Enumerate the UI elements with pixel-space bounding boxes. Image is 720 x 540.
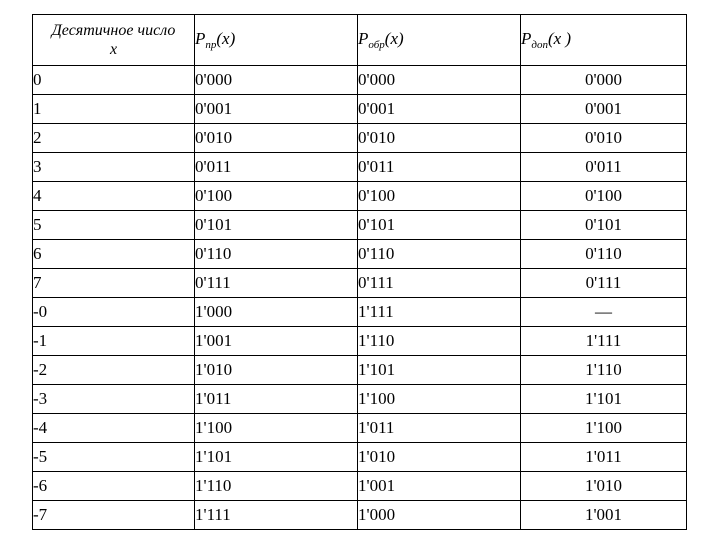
cell-direct-code: 1'001 <box>195 327 358 356</box>
table-row <box>33 356 687 385</box>
cell-complement-code: 0'001 <box>521 95 687 124</box>
cell-decimal: -6 <box>33 472 195 501</box>
cell-complement-code: — <box>521 298 687 327</box>
table-body <box>33 66 687 530</box>
cell-reverse-code: 1'001 <box>358 472 521 501</box>
cell-complement-code: 1'010 <box>521 472 687 501</box>
table-row <box>33 124 687 153</box>
cell-direct-code: 1'111 <box>195 501 358 530</box>
table-header-row <box>33 15 687 66</box>
cell-decimal: -4 <box>33 414 195 443</box>
cell-decimal: 4 <box>33 182 195 211</box>
cell-reverse-code: 0'110 <box>358 240 521 269</box>
table-row <box>33 443 687 472</box>
cell-complement-code: 0'100 <box>521 182 687 211</box>
header-decimal-number <box>33 15 195 66</box>
table-row <box>33 182 687 211</box>
cell-complement-code: 0'010 <box>521 124 687 153</box>
cell-decimal: 2 <box>33 124 195 153</box>
cell-reverse-code: 0'001 <box>358 95 521 124</box>
cell-complement-code: 1'101 <box>521 385 687 414</box>
cell-direct-code: 0'011 <box>195 153 358 182</box>
cell-reverse-code: 0'010 <box>358 124 521 153</box>
cell-decimal: -2 <box>33 356 195 385</box>
cell-decimal: 3 <box>33 153 195 182</box>
header-reverse-code <box>358 15 521 66</box>
header-direct-code <box>195 15 358 66</box>
cell-direct-code: 0'000 <box>195 66 358 95</box>
header-complement-sub: доп <box>531 39 548 51</box>
cell-reverse-code: 0'101 <box>358 211 521 240</box>
table-row <box>33 472 687 501</box>
cell-direct-code: 0'110 <box>195 240 358 269</box>
header-complement-main: P <box>521 29 532 48</box>
header-complement-arg: (x ) <box>547 29 572 48</box>
table-row <box>33 240 687 269</box>
cell-reverse-code: 1'100 <box>358 385 521 414</box>
table-row <box>33 66 687 95</box>
cell-reverse-code: 1'000 <box>358 501 521 530</box>
cell-decimal: 7 <box>33 269 195 298</box>
cell-reverse-code: 0'100 <box>358 182 521 211</box>
cell-direct-code: 0'111 <box>195 269 358 298</box>
table-row <box>33 269 687 298</box>
table-row <box>33 501 687 530</box>
cell-decimal: 1 <box>33 95 195 124</box>
cell-reverse-code: 1'101 <box>358 356 521 385</box>
cell-reverse-code: 0'000 <box>358 66 521 95</box>
cell-decimal: -1 <box>33 327 195 356</box>
cell-reverse-code: 1'110 <box>358 327 521 356</box>
header-reverse-main: P <box>358 29 369 48</box>
cell-complement-code: 0'111 <box>521 269 687 298</box>
cell-direct-code: 1'110 <box>195 472 358 501</box>
cell-complement-code: 0'101 <box>521 211 687 240</box>
cell-reverse-code: 1'111 <box>358 298 521 327</box>
cell-decimal: -0 <box>33 298 195 327</box>
cell-decimal: 5 <box>33 211 195 240</box>
cell-direct-code: 1'011 <box>195 385 358 414</box>
cell-complement-code: 0'011 <box>521 153 687 182</box>
cell-decimal: -5 <box>33 443 195 472</box>
header-reverse-arg: (x) <box>384 29 404 48</box>
cell-reverse-code: 0'111 <box>358 269 521 298</box>
table-row <box>33 211 687 240</box>
header-reverse-sub: обр <box>368 39 385 51</box>
cell-direct-code: 0'001 <box>195 95 358 124</box>
cell-decimal: 6 <box>33 240 195 269</box>
table-row <box>33 385 687 414</box>
header-direct-main: P <box>195 29 206 48</box>
table-row <box>33 153 687 182</box>
cell-complement-code: 0'000 <box>521 66 687 95</box>
header-direct-sub: пр <box>205 39 217 51</box>
cell-complement-code: 0'110 <box>521 240 687 269</box>
cell-direct-code: 1'100 <box>195 414 358 443</box>
table-row <box>33 298 687 327</box>
cell-reverse-code: 1'010 <box>358 443 521 472</box>
cell-reverse-code: 1'011 <box>358 414 521 443</box>
header-decimal-variable: x <box>109 41 118 58</box>
cell-complement-code: 1'100 <box>521 414 687 443</box>
table-row <box>33 95 687 124</box>
cell-direct-code: 1'000 <box>195 298 358 327</box>
table-row <box>33 327 687 356</box>
header-decimal-label: Десятичное число <box>51 22 176 39</box>
cell-decimal: -7 <box>33 501 195 530</box>
cell-direct-code: 1'101 <box>195 443 358 472</box>
cell-direct-code: 0'100 <box>195 182 358 211</box>
cell-decimal: -3 <box>33 385 195 414</box>
binary-codes-table <box>32 14 687 530</box>
cell-reverse-code: 0'011 <box>358 153 521 182</box>
table-row <box>33 414 687 443</box>
header-complement-code <box>521 15 687 66</box>
cell-complement-code: 1'111 <box>521 327 687 356</box>
cell-direct-code: 0'101 <box>195 211 358 240</box>
cell-direct-code: 0'010 <box>195 124 358 153</box>
header-direct-arg: (x) <box>216 29 236 48</box>
cell-complement-code: 1'011 <box>521 443 687 472</box>
cell-direct-code: 1'010 <box>195 356 358 385</box>
cell-complement-code: 1'001 <box>521 501 687 530</box>
cell-decimal: 0 <box>33 66 195 95</box>
cell-complement-code: 1'110 <box>521 356 687 385</box>
